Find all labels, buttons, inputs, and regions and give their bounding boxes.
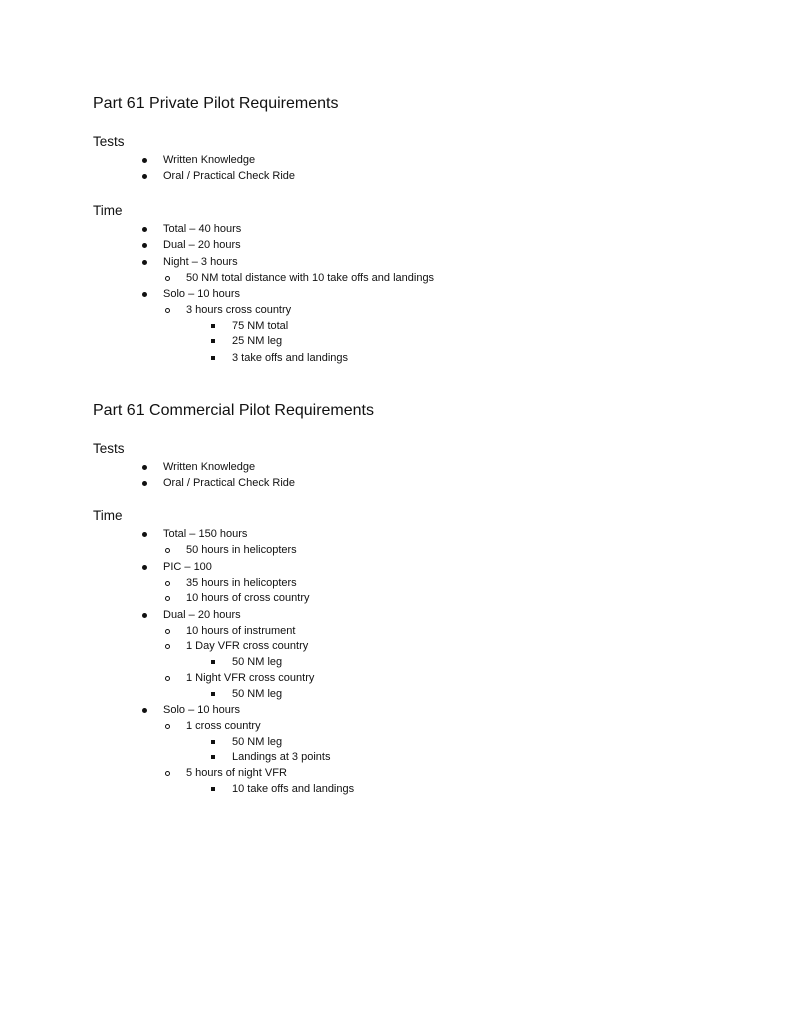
- list-item: [163, 255, 238, 269]
- list-item: [232, 750, 330, 764]
- list-item-label: 3 take offs and landings: [232, 352, 348, 364]
- list-item-label: 50 NM leg: [232, 736, 283, 748]
- bullet-disc-icon: [142, 227, 147, 232]
- bullet-square-icon: [211, 660, 215, 664]
- bullet-circle-icon: [165, 629, 170, 634]
- private-time-heading: Time: [93, 203, 123, 218]
- list-item: [232, 351, 348, 365]
- bullet-disc-icon: [142, 613, 147, 618]
- list-item-label: Total – 150 hours: [163, 528, 248, 540]
- list-item-label: 1 Day VFR cross country: [186, 640, 309, 652]
- list-item: [232, 655, 282, 669]
- list-item-label: Landings at 3 points: [232, 751, 331, 763]
- bullet-square-icon: [211, 339, 215, 343]
- list-item: [186, 719, 261, 733]
- list-item: [186, 576, 297, 590]
- list-item-label: 75 NM total: [232, 320, 289, 332]
- private-tests-heading: Tests: [93, 134, 125, 149]
- list-item: [163, 287, 240, 301]
- list-item-label: Solo – 10 hours: [163, 288, 241, 300]
- commercial-pilot-title: Part 61 Commercial Pilot Requirements: [93, 402, 374, 419]
- bullet-disc-icon: [142, 260, 147, 265]
- list-item-label: Dual – 20 hours: [163, 609, 241, 621]
- bullet-disc-icon: [142, 292, 147, 297]
- list-item: [186, 543, 297, 557]
- list-item: [186, 624, 295, 638]
- list-item-label: 50 NM total distance with 10 take offs and landings: [186, 272, 435, 284]
- list-item-label: PIC – 100: [163, 561, 212, 573]
- bullet-circle-icon: [165, 308, 170, 313]
- bullet-circle-icon: [165, 771, 170, 776]
- list-item: [163, 222, 241, 236]
- list-item: [232, 782, 354, 796]
- list-item: [232, 687, 282, 701]
- list-item: [163, 460, 255, 474]
- list-item-label: Written Knowledge: [163, 461, 256, 473]
- list-item: [163, 527, 247, 541]
- bullet-disc-icon: [142, 532, 147, 537]
- list-item-label: 50 hours in helicopters: [186, 544, 297, 556]
- list-item: [186, 766, 287, 780]
- list-item: [232, 334, 282, 348]
- bullet-disc-icon: [142, 158, 147, 163]
- list-item: [232, 735, 282, 749]
- list-item-label: Oral / Practical Check Ride: [163, 170, 296, 182]
- bullet-circle-icon: [165, 581, 170, 586]
- list-item: [163, 703, 240, 717]
- bullet-disc-icon: [142, 708, 147, 713]
- bullet-square-icon: [211, 356, 215, 360]
- list-item-label: 10 take offs and landings: [232, 783, 355, 795]
- bullet-disc-icon: [142, 174, 147, 179]
- list-item-label: 1 cross country: [186, 720, 261, 732]
- bullet-square-icon: [211, 755, 215, 759]
- list-item: [163, 476, 295, 490]
- list-item-label: 3 hours cross country: [186, 304, 292, 316]
- list-item-label: Oral / Practical Check Ride: [163, 477, 296, 489]
- bullet-circle-icon: [165, 596, 170, 601]
- bullet-disc-icon: [142, 465, 147, 470]
- list-item: [163, 169, 295, 183]
- list-item: [163, 608, 241, 622]
- list-item-label: Dual – 20 hours: [163, 239, 241, 251]
- bullet-circle-icon: [165, 548, 170, 553]
- bullet-disc-icon: [142, 481, 147, 486]
- list-item: [186, 671, 314, 685]
- bullet-circle-icon: [165, 644, 170, 649]
- list-item-label: 10 hours of instrument: [186, 625, 296, 637]
- bullet-square-icon: [211, 740, 215, 744]
- commercial-tests-heading: Tests: [93, 441, 125, 456]
- bullet-circle-icon: [165, 276, 170, 281]
- list-item: [163, 560, 212, 574]
- list-item: [186, 303, 291, 317]
- list-item-label: 5 hours of night VFR: [186, 767, 287, 779]
- list-item: [163, 238, 241, 252]
- list-item-label: Written Knowledge: [163, 154, 256, 166]
- list-item: [186, 639, 308, 653]
- list-item: [186, 591, 310, 605]
- bullet-circle-icon: [165, 676, 170, 681]
- bullet-square-icon: [211, 692, 215, 696]
- list-item-label: 25 NM leg: [232, 335, 283, 347]
- private-pilot-title: Part 61 Private Pilot Requirements: [93, 95, 339, 112]
- list-item-label: 10 hours of cross country: [186, 592, 310, 604]
- commercial-time-heading: Time: [93, 508, 123, 523]
- list-item-label: 50 NM leg: [232, 688, 283, 700]
- list-item-label: 50 NM leg: [232, 656, 283, 668]
- list-item-label: 1 Night VFR cross country: [186, 672, 315, 684]
- list-item-label: 35 hours in helicopters: [186, 577, 297, 589]
- bullet-circle-icon: [165, 724, 170, 729]
- bullet-disc-icon: [142, 565, 147, 570]
- list-item: [163, 153, 255, 167]
- bullet-square-icon: [211, 324, 215, 328]
- list-item: [186, 271, 434, 285]
- list-item-label: Night – 3 hours: [163, 256, 238, 268]
- bullet-square-icon: [211, 787, 215, 791]
- bullet-disc-icon: [142, 243, 147, 248]
- list-item-label: Total – 40 hours: [163, 223, 242, 235]
- list-item-label: Solo – 10 hours: [163, 704, 241, 716]
- list-item: [232, 319, 288, 333]
